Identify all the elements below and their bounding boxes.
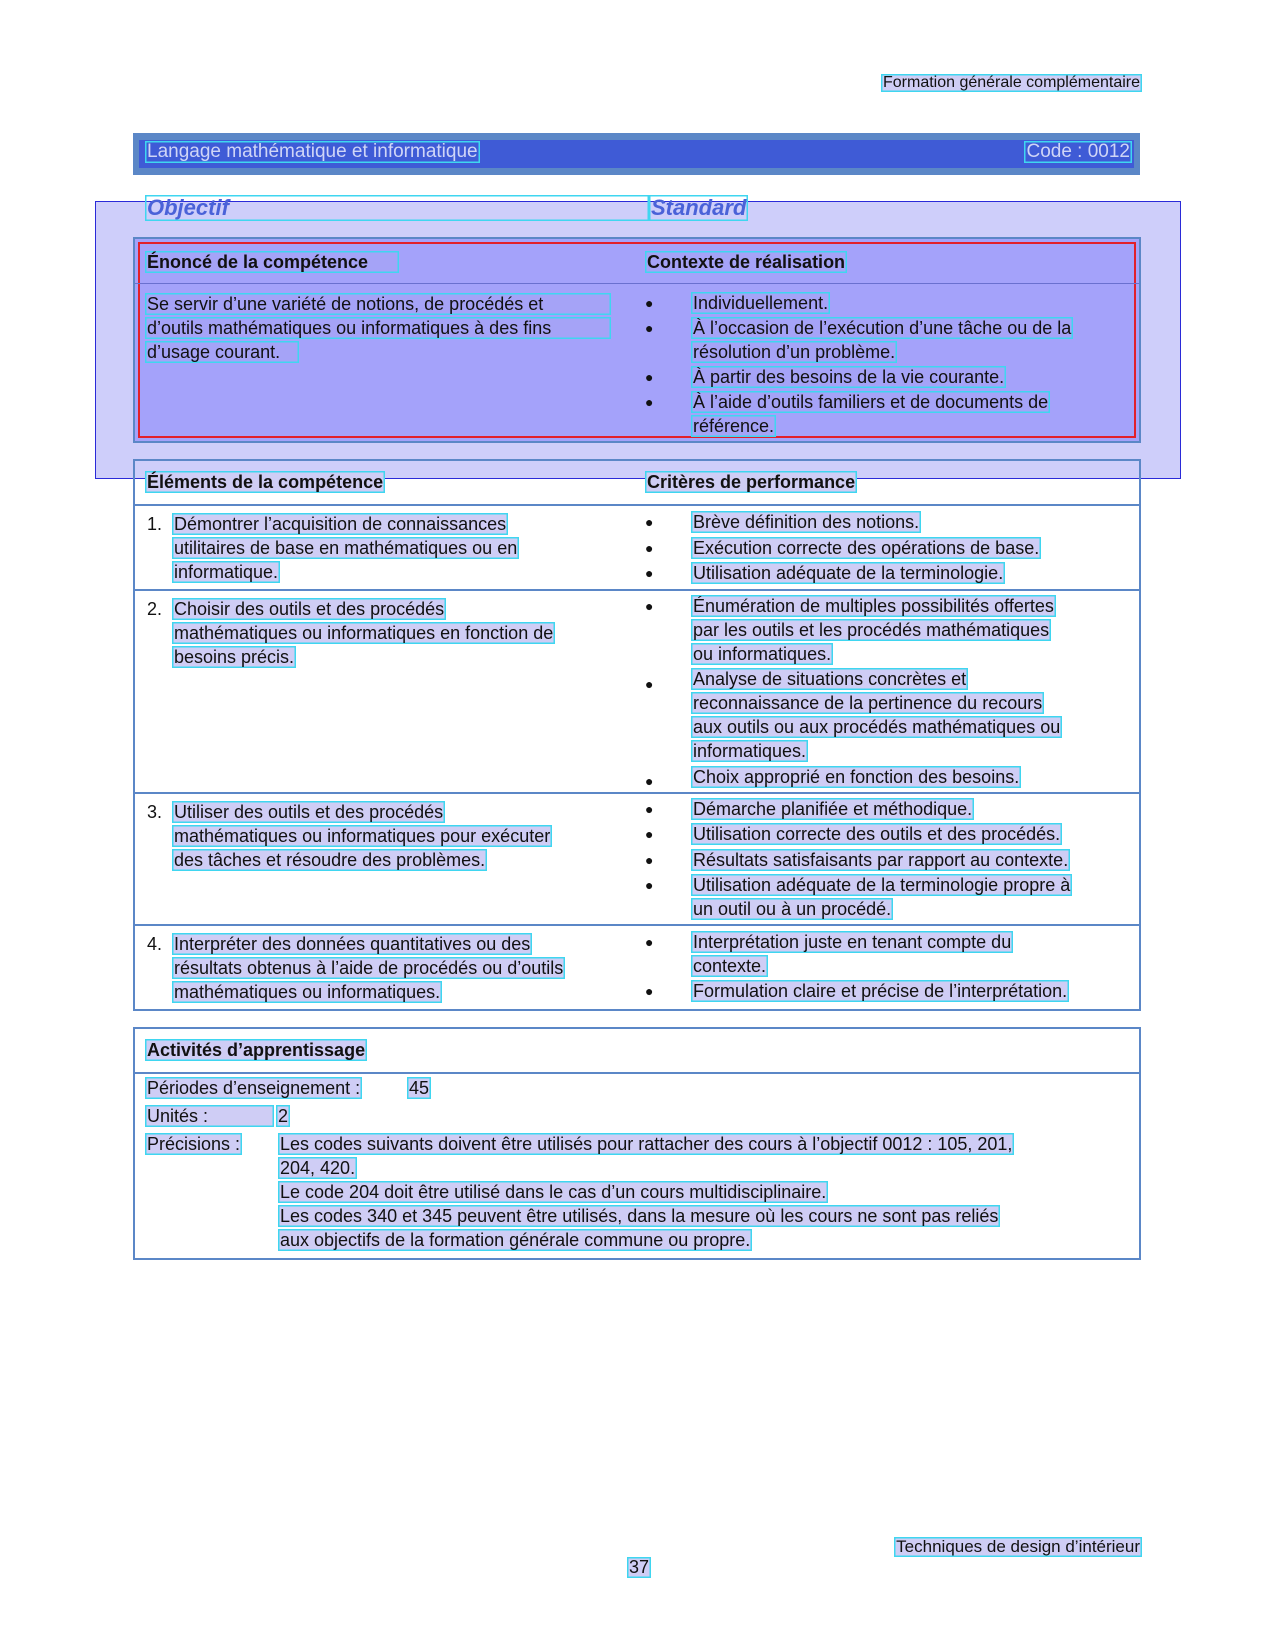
bullet-icon: ● bbox=[645, 598, 654, 614]
element-number: 4. bbox=[147, 934, 163, 954]
element-text: mathématiques ou informatiques pour exécuter bbox=[174, 826, 551, 846]
units-value: 2 bbox=[278, 1106, 289, 1126]
activities-heading: Activités d’apprentissage bbox=[147, 1040, 366, 1060]
element-text: des tâches et résoudre des problèmes. bbox=[174, 850, 486, 870]
element-text: résultats obtenus à l’aide de procédés ou d’outils bbox=[174, 958, 564, 978]
precision-line: 204, 420. bbox=[280, 1158, 356, 1178]
criterion: Démarche planifiée et méthodique. bbox=[693, 799, 973, 819]
bullet-icon: ● bbox=[645, 369, 654, 385]
element-text: Utiliser des outils et des procédés bbox=[174, 802, 444, 822]
bullet-icon: ● bbox=[645, 826, 654, 842]
bullet-icon: ● bbox=[645, 934, 654, 950]
elements-heading: Éléments de la compétence bbox=[147, 472, 384, 492]
context-item: Individuellement. bbox=[693, 293, 829, 313]
units-label: Unités : bbox=[145, 1105, 274, 1127]
criterion: Utilisation adéquate de la terminologie. bbox=[693, 563, 1004, 583]
criterion: par les outils et les procédés mathématiques bbox=[693, 620, 1050, 640]
criterion: Brève définition des notions. bbox=[693, 512, 920, 532]
competence-line: d’outils mathématiques ou informatiques à des fins bbox=[145, 317, 611, 339]
criterion: reconnaissance de la pertinence du recours bbox=[693, 693, 1043, 713]
criterion: un outil ou à un procédé. bbox=[693, 899, 892, 919]
criterion: Énumération de multiples possibilités offertes bbox=[693, 596, 1054, 616]
criterion: Analyse de situations concrètes et bbox=[693, 669, 967, 689]
bullet-icon: ● bbox=[645, 801, 654, 817]
element-number: 3. bbox=[147, 802, 163, 822]
objective-title: Langage mathématique et informatique bbox=[147, 141, 478, 162]
bullet-icon: ● bbox=[645, 394, 654, 410]
bullet-icon: ● bbox=[645, 676, 654, 692]
criterion: informatiques. bbox=[693, 741, 807, 761]
element-text: Choisir des outils et des procédés bbox=[174, 599, 445, 619]
element-text: Interpréter des données quantitatives ou des bbox=[174, 934, 531, 954]
criterion: Utilisation adéquate de la terminologie propre à bbox=[693, 875, 1071, 895]
bullet-icon: ● bbox=[645, 983, 654, 999]
element-number: 1. bbox=[147, 514, 163, 534]
competence-heading: Énoncé de la compétence bbox=[145, 251, 399, 273]
criterion: Formulation claire et précise de l’interprétation. bbox=[693, 981, 1068, 1001]
element-text: besoins précis. bbox=[174, 647, 295, 667]
criterion: Interprétation juste en tenant compte du bbox=[693, 932, 1012, 952]
criterion: Résultats satisfaisants par rapport au contexte. bbox=[693, 850, 1069, 870]
element-text: Démontrer l’acquisition de connaissances bbox=[174, 514, 507, 534]
context-item: référence. bbox=[693, 416, 775, 436]
criterion: ou informatiques. bbox=[693, 644, 832, 664]
context-item: À partir des besoins de la vie courante. bbox=[693, 367, 1005, 387]
bullet-icon: ● bbox=[645, 320, 654, 336]
precisions-label: Précisions : bbox=[147, 1134, 241, 1154]
competence-line: d’usage courant. bbox=[145, 341, 299, 363]
element-text: informatique. bbox=[174, 562, 279, 582]
bullet-icon: ● bbox=[645, 514, 654, 530]
bullet-icon: ● bbox=[645, 852, 654, 868]
standard-heading: Standard bbox=[651, 195, 747, 220]
precision-line: aux objectifs de la formation générale commune ou propre. bbox=[280, 1230, 751, 1250]
precision-line: Les codes suivants doivent être utilisés pour rattacher des cours à l’objectif 0012 : 105, 201, bbox=[280, 1134, 1013, 1154]
periods-value: 45 bbox=[409, 1078, 430, 1098]
criteria-heading: Critères de performance bbox=[647, 472, 856, 492]
element-number: 2. bbox=[147, 599, 163, 619]
element-text: mathématiques ou informatiques. bbox=[174, 982, 441, 1002]
bullet-icon: ● bbox=[645, 295, 654, 311]
bullet-icon: ● bbox=[645, 877, 654, 893]
criterion: contexte. bbox=[693, 956, 767, 976]
page-number: 37 bbox=[629, 1557, 650, 1577]
competence-line: Se servir d’une variété de notions, de procédés et bbox=[145, 293, 611, 315]
objective-heading: Objectif bbox=[145, 195, 649, 221]
element-text: utilitaires de base en mathématiques ou en bbox=[174, 538, 518, 558]
criterion: Utilisation correcte des outils et des procédés. bbox=[693, 824, 1061, 844]
criterion: Choix approprié en fonction des besoins. bbox=[693, 767, 1020, 787]
context-heading: Contexte de réalisation bbox=[647, 252, 846, 272]
document-program-header: Formation générale complémentaire bbox=[882, 74, 1140, 91]
bullet-icon: ● bbox=[645, 773, 654, 789]
context-item: À l’aide d’outils familiers et de documents de bbox=[693, 392, 1049, 412]
element-text: mathématiques ou informatiques en fonction de bbox=[174, 623, 554, 643]
precision-line: Le code 204 doit être utilisé dans le cas d’un cours multidisciplinaire. bbox=[280, 1182, 827, 1202]
criterion: Exécution correcte des opérations de base. bbox=[693, 538, 1040, 558]
precision-line: Les codes 340 et 345 peuvent être utilisés, dans la mesure où les cours ne sont pas reliés bbox=[280, 1206, 999, 1226]
footer-program-name: Techniques de design d’intérieur bbox=[896, 1537, 1140, 1556]
objective-code: Code : 0012 bbox=[1026, 141, 1130, 162]
bullet-icon: ● bbox=[645, 540, 654, 556]
context-item: À l’occasion de l’exécution d’une tâche ou de la bbox=[693, 318, 1072, 338]
bullet-icon: ● bbox=[645, 565, 654, 581]
criterion: aux outils ou aux procédés mathématiques ou bbox=[693, 717, 1061, 737]
periods-label: Périodes d’enseignement : bbox=[147, 1078, 361, 1098]
title-bar bbox=[133, 133, 1140, 175]
context-item: résolution d’un problème. bbox=[693, 342, 896, 362]
